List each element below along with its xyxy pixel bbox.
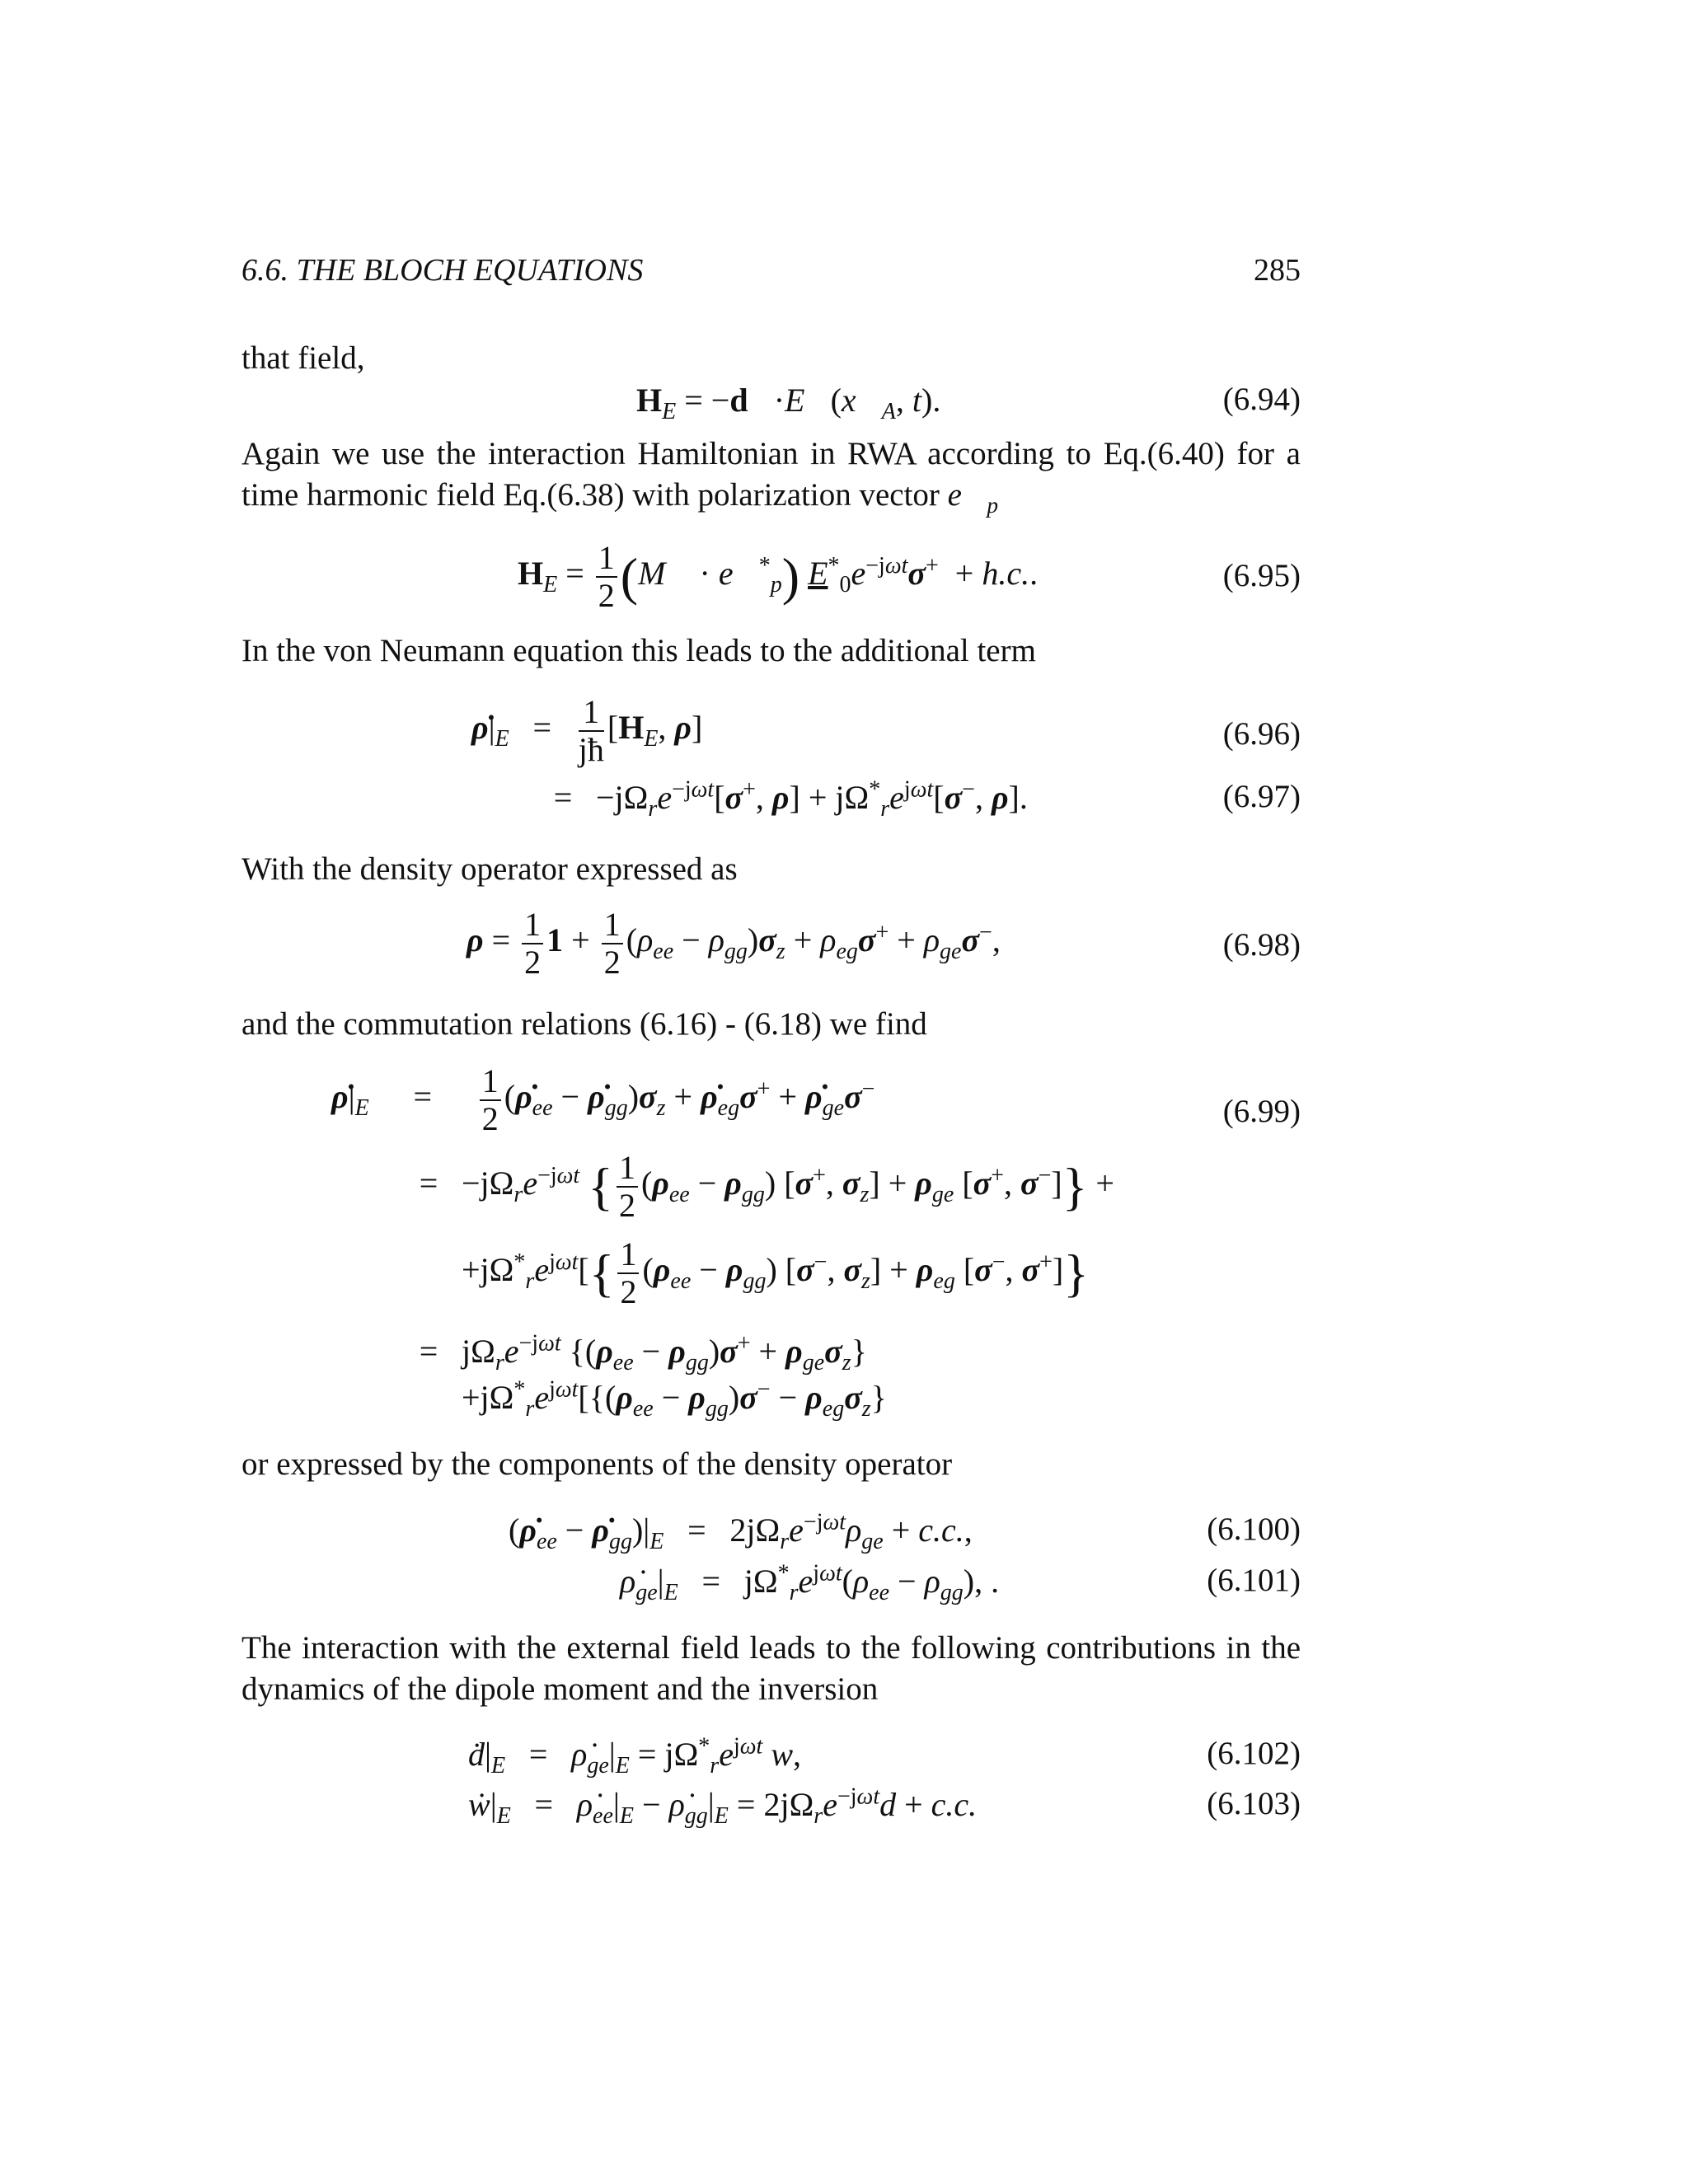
paragraph-6: or expressed by the components of the density operator <box>241 1446 953 1482</box>
paragraph-3: In the von Neumann equation this leads to the additional term <box>241 633 1036 668</box>
equation-6-96: $\rhȯ|_E$ = $\frac{1}{jħ}$ [$H_E$, ρ] <box>471 693 703 768</box>
paragraph-5: and the commutation relations (6.16) - (6.18) we find <box>241 1006 927 1042</box>
equation-6-99-line-1: $\rhȯ|_E$ = $\frac{1}{2}$ ($\rhȯ_{ee}$ − $\rhȯ_{gg})\sigma_z$ + $\rhȯ_{eg}\sigma^+$ + $\rhȯ_{ge}\sigma^-$ <box>331 1062 875 1137</box>
equation-6-99-line-3: $+j\Omega^*_re^{j\omega t}$[{ $\frac{1}{2}$ $(\rho_{ee} - \rho_{gg})$ [σ−, $\sigma_z] + \rho_{eg}$ [σ−, σ+]} <box>462 1235 1089 1310</box>
eq-number-6-97: (6.97) <box>1222 779 1301 814</box>
paragraph-7: The interaction with the external field leads to the following contributions in the dynamics of the dipole moment and the inversion <box>241 1630 1301 1707</box>
eq-number-6-102: (6.102) <box>1207 1736 1301 1771</box>
eq-number-6-101: (6.101) <box>1207 1563 1301 1598</box>
equation-6-98: ρ = $\frac{1}{2}$ 1 + $\frac{1}{2}$ $(\rho_{ee} - \rho_{gg})\sigma_z + \rho_{eg}\sigma^+ + \rho_{ge}\sigma^-$, <box>467 906 1001 981</box>
equation-6-101: $\rhȯ_{ge}|_E = j\Omega^*_re^{j\omega t}(\rho_{ee} - \rho_{gg})$, . <box>620 1560 1000 1605</box>
equation-6-94: $H_E$ = $-d⃗\cdot E⃗(x⃗_A$, t). <box>636 382 941 424</box>
eq-number-6-100: (6.100) <box>1207 1511 1301 1547</box>
equation-6-99-line-5: $+j\Omega^*_re^{j\omega t}[\{(\rho_{ee} - \rho_{gg})\sigma^- - \rho_{eg}\sigma_z\}$ <box>462 1376 887 1422</box>
paragraph-2: Again we use the interaction Hamiltonian in RWA according to Eq.(6.40) for a time harmonic field Eq.(6.38) with polarization vector $e⃗_p$ <box>241 436 1301 518</box>
paragraph-1: that field, <box>241 340 365 376</box>
paragraph-4: With the density operator expressed as <box>241 851 738 887</box>
equation-6-95: $H_E$ = $\frac{1}{2}$ (M⃗ · $e⃗^*_p$) $E^*_0e^{-j\omega t}\sigma^+ + h.c$.. <box>518 539 1039 614</box>
eq-number-6-99: (6.99) <box>1222 1094 1301 1129</box>
eq-number-6-94: (6.94) <box>1222 382 1301 417</box>
equation-6-102: $ḋ|_E$ = $\rhȯ_{ge}|_E = j\Omega^*_re^{j\omega t}$ w, <box>468 1733 801 1779</box>
equation-6-99-line-2: = $-j\Omega_re^{-j\omega t}$ { $\frac{1}{2}$ $(\rho_{ee} - \rho_{gg})$ [σ+, $\sigma_z] + \rho_{ge}$ [σ+, σ−]} + <box>419 1149 1114 1224</box>
equation-6-99-line-4: = $j\Omega_re^{-j\omega t}$ $\{(\rho_{ee} - \rho_{gg})\sigma^+ + \rho_{ge}\sigma_z\}$ <box>419 1330 867 1376</box>
equation-6-103: $ẇ|_E$ = $\rhȯ_{ee}|_E$ − $\rhȯ_{gg}|_E = 2j\Omega_re^{-j\omega t}d + c.c$. <box>468 1783 978 1829</box>
eq-number-6-103: (6.103) <box>1207 1786 1301 1821</box>
page-number: 285 <box>1254 253 1301 288</box>
equation-6-97: = $-j\Omega_re^{-j\omega t}[\sigma^+$, $\rho] + j\Omega^*_re^{j\omega t}[\sigma^-$, ρ]. <box>553 776 1028 822</box>
eq-number-6-98: (6.98) <box>1222 927 1301 963</box>
eq-number-6-95: (6.95) <box>1222 558 1301 593</box>
eq-number-6-96: (6.96) <box>1222 716 1301 752</box>
equation-6-100: ($\rhȯ_{ee}$ − $\rhȯ_{gg})|_E = 2j\Omega_re^{-j\omega t}\rho_{ge} + c.c$., <box>509 1509 973 1554</box>
running-header: 6.6. THE BLOCH EQUATIONS <box>241 253 644 288</box>
